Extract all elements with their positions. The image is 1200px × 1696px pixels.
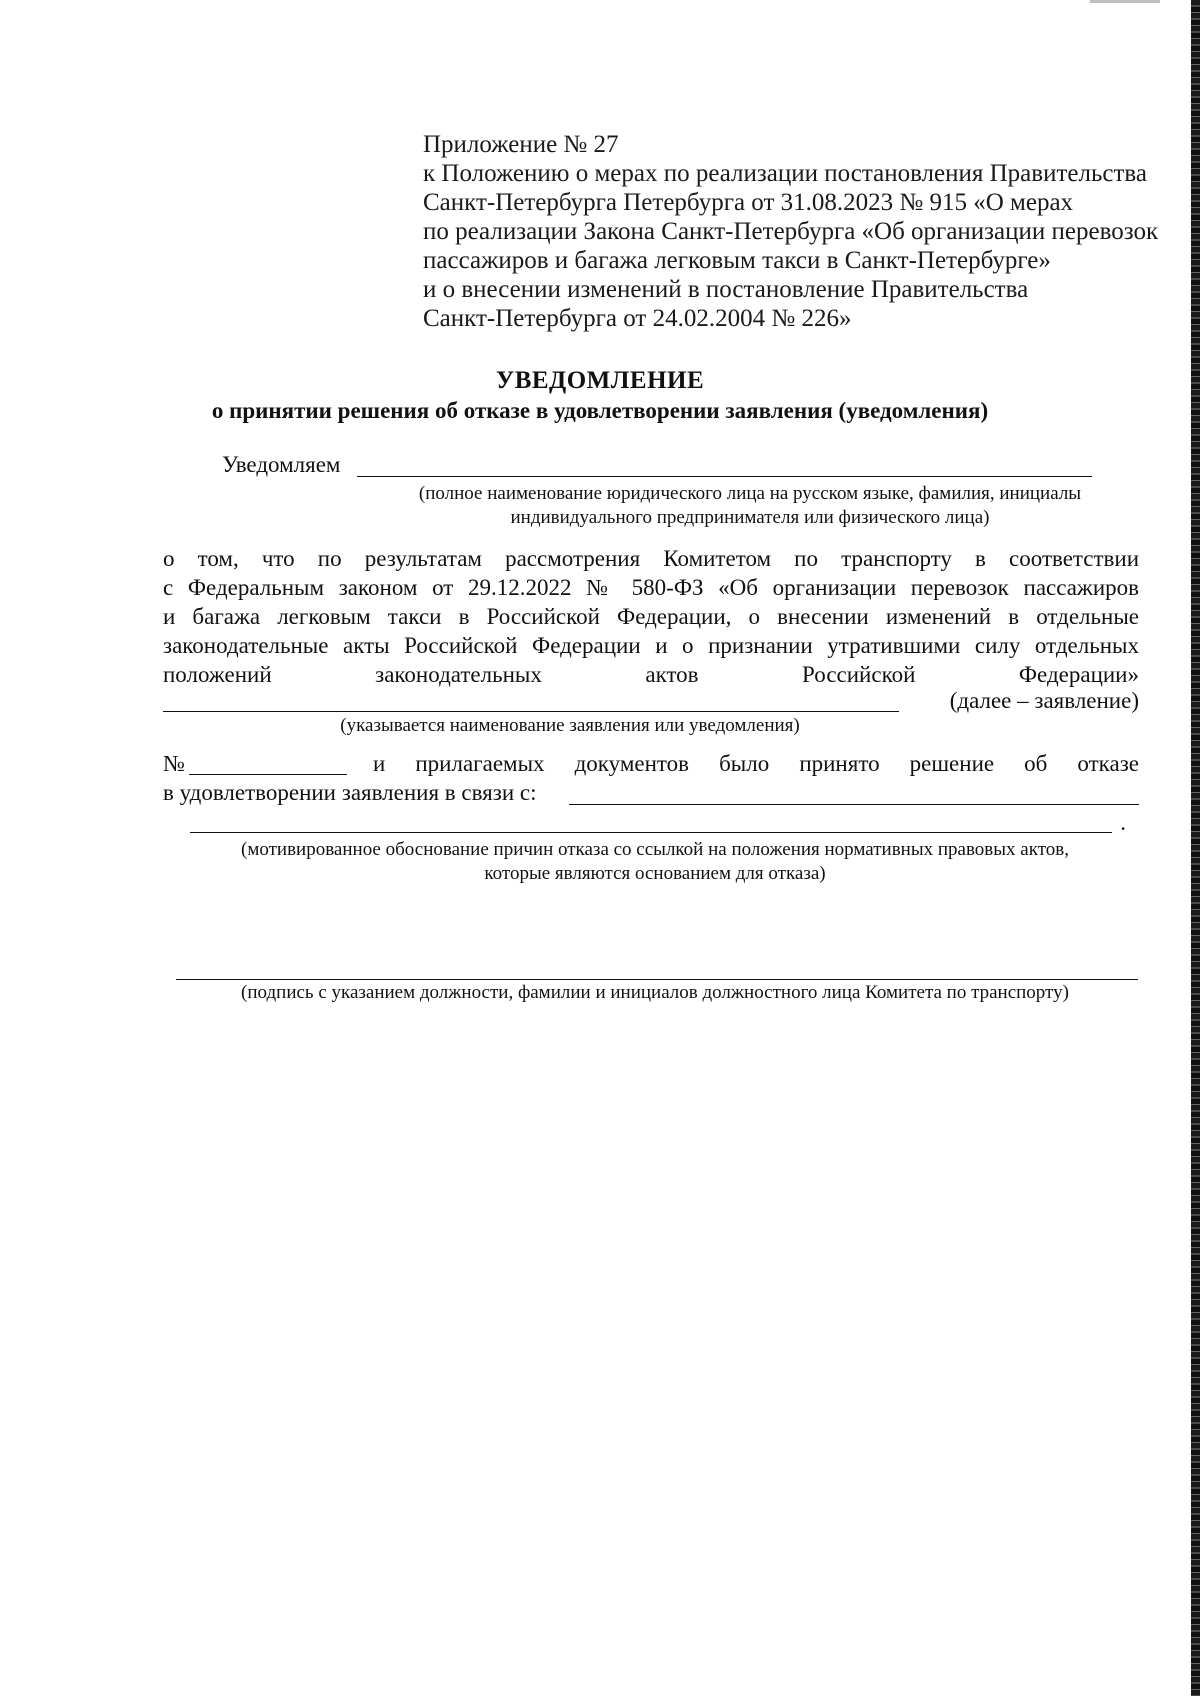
body-paragraph [163, 544, 1139, 689]
further-text: (далее – заявление) [949, 688, 1139, 713]
body-line: с Федеральным законом от 29.12.2022 № 580-ФЗ «Об организации перевозок пассажиров [163, 575, 1139, 600]
body-line: и багажа легковым такси в Российской Федерации, о внесении изменений в отдельные [163, 604, 1139, 629]
decision-word: об [1024, 751, 1048, 776]
reason-end-dot: . [1120, 810, 1126, 835]
appendix-line: Приложение № 27 [423, 131, 619, 158]
reason-continuation-row [190, 810, 1126, 839]
reason-fill-line[interactable] [569, 804, 1139, 805]
scan-mark [1090, 0, 1160, 3]
decision-word: прилагаемых [415, 751, 545, 776]
appendix-line: по реализации Закона Санкт-Петербурга «Об организации перевозок [423, 218, 1159, 245]
number-fill-line[interactable] [189, 774, 347, 775]
appendix-line: и о внесении изменений в постановление Правительства [423, 276, 1029, 303]
number-sign: № [163, 751, 185, 776]
application-fill-line[interactable] [163, 711, 899, 712]
body-line: положений законодательных актов Российской Федерации» [163, 662, 1139, 687]
caption-line: (полное наименование юридического лица на русском языке, фамилия, инициалы [418, 483, 1082, 504]
appendix-header [423, 130, 1159, 333]
decision-word: отказе [1077, 751, 1139, 776]
connection-text: в удовлетворении заявления в связи с: [163, 780, 537, 805]
appendix-line: Санкт-Петербурга Петербурга от 31.08.2023 № 915 «О мерах [423, 189, 1074, 216]
recipient-caption [360, 482, 1140, 530]
recipient-row [222, 452, 1092, 482]
body-line: о том, что по результатам рассмотрения Комитетом по транспорту в соответствии [163, 546, 1139, 571]
appendix-line: Санкт-Петербурга от 24.02.2004 № 226» [423, 305, 852, 332]
decision-word: документов [574, 751, 690, 776]
signature-caption: (подпись с указанием должности, фамилии и инициалов должностного лица Комитета по транспорту) [241, 982, 1069, 1003]
decision-word: было [719, 751, 770, 776]
appendix-line: пассажиров и багажа легковым такси в Санкт-Петербурге» [423, 247, 1051, 274]
scan-edge [1191, 0, 1200, 1696]
body-line: законодательные акты Российской Федерации и о признании утратившими силу отдельных [163, 633, 1139, 658]
decision-word: решение [909, 751, 995, 776]
reason-row [163, 780, 1139, 809]
reason-caption [190, 838, 1120, 886]
application-row [163, 688, 1139, 717]
document-subtitle: о принятии решения об отказе в удовлетворении заявления (уведомления) [211, 398, 989, 423]
document-title: УВЕДОМЛЕНИЕ [495, 367, 705, 394]
decision-word: и [373, 751, 386, 776]
caption-line: индивидуального предпринимателя или физического лица) [510, 507, 990, 528]
caption-line: (мотивированное обоснование причин отказа со ссылкой на положения нормативных правовых актов, [241, 839, 1069, 860]
notify-label: Уведомляем [222, 452, 341, 477]
recipient-fill-line[interactable] [357, 476, 1092, 477]
caption-line: которые являются основанием для отказа) [484, 863, 826, 884]
decision-word: принято [799, 751, 880, 776]
decision-text [373, 751, 1139, 777]
reason-fill-line-2[interactable] [190, 832, 1112, 833]
appendix-line: к Положению о мерах по реализации постановления Правительства [423, 160, 1147, 187]
application-caption: (указывается наименование заявления или уведомления) [340, 715, 800, 736]
signature-fill-line[interactable] [176, 979, 1138, 980]
number-row [163, 751, 1139, 780]
